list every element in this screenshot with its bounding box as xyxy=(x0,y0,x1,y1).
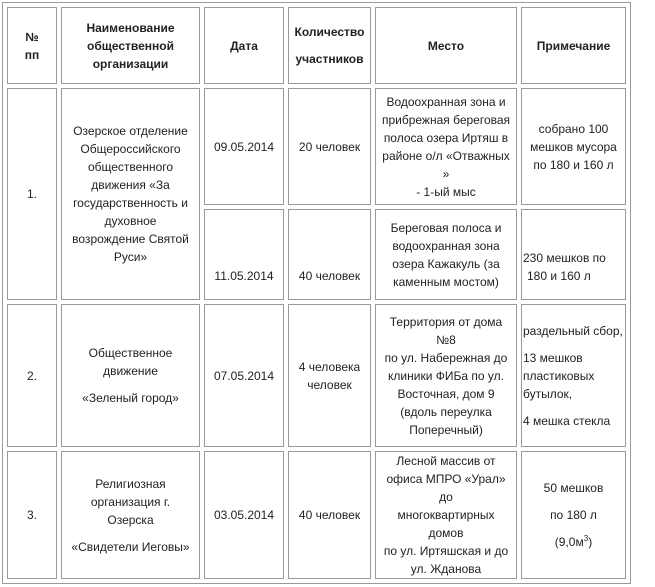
header-date: Дата xyxy=(204,7,284,84)
row-1-org-line-7: возрождение Святой xyxy=(72,232,189,246)
header-num xyxy=(7,7,57,84)
header-org-line-3: организации xyxy=(92,56,169,71)
row-3-count: 40 человек xyxy=(288,451,371,579)
row-1b-note-line-2: 180 и 160 л xyxy=(527,269,591,283)
row-3-org-line-1: Религиозная xyxy=(95,476,166,491)
row-3-org xyxy=(61,451,200,579)
row-2-note-line-1: раздельный сбор, xyxy=(523,323,623,338)
row-2-note xyxy=(521,304,626,447)
row-3-note-line-1: 50 мешков xyxy=(543,481,604,495)
row-3-place-line-1: Лесной массив от xyxy=(396,454,496,468)
row-3-note-volume: (9,0м xyxy=(554,535,584,549)
row-2-note-line-3: пластиковых xyxy=(523,368,595,383)
row-2-place-line-5: (вдоль переулка xyxy=(400,404,492,419)
row-1b-date: 11.05.2014 xyxy=(204,209,284,300)
row-2-org-line-1: Общественное xyxy=(88,346,173,360)
row-2-count xyxy=(288,304,371,447)
row-1a-count: 20 человек xyxy=(288,88,371,205)
row-3-note-volume-close: ) xyxy=(588,535,593,549)
row-1a-place xyxy=(375,88,517,205)
row-2-place-line-2: по ул. Набережная до xyxy=(384,350,508,365)
row-2-note-line-4: бутылок, xyxy=(523,386,573,401)
table-row-3 xyxy=(7,451,626,579)
header-note: Примечание xyxy=(521,7,626,84)
row-1b-place xyxy=(375,209,517,300)
header-count-line-2: участников xyxy=(295,52,364,66)
cleanup-events-table xyxy=(2,2,631,584)
header-place: Место xyxy=(375,7,517,84)
row-1-org-line-6: духовное xyxy=(104,214,157,228)
header-count xyxy=(288,7,371,84)
row-2-note-line-5: 4 мешка стекла xyxy=(523,413,611,428)
row-1a-place-line-3: полоса озера Иртяш в xyxy=(383,130,509,145)
row-1a-date: 09.05.2014 xyxy=(204,88,284,205)
row-3-org-line-4: «Свидетели Иеговы» xyxy=(71,539,190,554)
row-3-note-line-3 xyxy=(526,533,621,551)
row-3-place-line-5: ул. Жданова xyxy=(410,562,482,576)
table-header-row xyxy=(7,7,626,84)
row-2-num: 2. xyxy=(7,304,57,447)
row-2-note-line-2: 13 мешков xyxy=(523,350,583,365)
row-2-place xyxy=(375,304,517,447)
row-1-org xyxy=(61,88,200,300)
row-2-org-line-3: «Зеленый город» xyxy=(82,391,179,405)
row-3-place-line-2: офиса МПРО «Урал» до xyxy=(386,472,506,504)
row-1-org-line-5: государственность и xyxy=(73,196,188,210)
row-1b-count: 40 человек xyxy=(288,209,371,300)
row-3-note-line-2: по 180 л xyxy=(550,508,597,522)
row-1b-place-line-3: озера Кажакуль (за xyxy=(392,256,500,271)
row-3-org-line-3: Озерска xyxy=(107,512,154,527)
row-3-org-line-2: организация г. xyxy=(90,494,171,509)
row-1a-place-line-5: - 1-ый мыс xyxy=(416,184,476,199)
row-2-count-line-2: человек xyxy=(307,377,352,392)
row-2-date: 07.05.2014 xyxy=(204,304,284,447)
header-num-line-1: № xyxy=(25,29,39,44)
header-org-line-2: общественной xyxy=(86,38,175,53)
row-1a-note-line-2: мешков мусора xyxy=(530,139,617,154)
table-row-1a xyxy=(7,88,626,205)
header-count-line-1: Количество xyxy=(294,25,365,39)
row-1a-note xyxy=(521,88,626,205)
row-1-org-line-3: общественного xyxy=(87,160,174,174)
row-1a-note-line-1: собрано 100 xyxy=(538,121,609,136)
row-3-note-volume-exponent: 3 xyxy=(583,534,589,543)
row-3-place xyxy=(375,451,517,579)
row-1b-place-line-4: каменным мостом) xyxy=(393,274,499,289)
table-row-2 xyxy=(7,304,626,447)
row-1-org-line-4: движения «За xyxy=(91,178,170,192)
row-3-num: 3. xyxy=(7,451,57,579)
row-2-place-line-4: Восточная, дом 9 xyxy=(397,386,495,401)
row-3-place-line-4: по ул. Иртяшская и до xyxy=(383,544,509,558)
header-org-line-1: Наименование xyxy=(86,20,175,35)
row-2-org-line-2: движение xyxy=(103,364,158,378)
row-1-org-line-1: Озерское отделение xyxy=(73,124,188,138)
row-1-org-line-2: Общероссийского xyxy=(80,142,181,156)
row-2-place-line-1: Территория от дома №8 xyxy=(389,314,503,347)
header-org xyxy=(61,7,200,84)
row-1-num: 1. xyxy=(7,88,57,300)
row-2-org xyxy=(61,304,200,447)
row-1a-place-line-4: районе о/л «Отважных » xyxy=(382,148,510,181)
row-1a-place-line-1: Водоохранная зона и xyxy=(386,94,506,109)
header-num-line-2: пп xyxy=(24,47,40,62)
row-1b-note xyxy=(521,209,626,300)
row-1b-place-line-2: водоохранная зона xyxy=(392,238,500,253)
row-1a-note-line-3: по 180 и 160 л xyxy=(533,157,614,172)
row-2-count-line-1: 4 человека xyxy=(298,359,361,374)
row-2-place-line-6: Поперечный) xyxy=(409,422,483,437)
row-1a-place-line-2: прибрежная береговая xyxy=(381,112,511,127)
row-3-note xyxy=(521,451,626,579)
row-1b-note-line-1: 230 мешков по xyxy=(523,251,606,265)
row-2-place-line-3: клиники ФИБа по ул. xyxy=(388,368,504,383)
row-1b-place-line-1: Береговая полоса и xyxy=(390,220,502,235)
row-3-date: 03.05.2014 xyxy=(204,451,284,579)
row-3-place-line-3: многоквартирных домов xyxy=(397,508,495,540)
row-1-org-line-8: Руси» xyxy=(113,250,148,264)
